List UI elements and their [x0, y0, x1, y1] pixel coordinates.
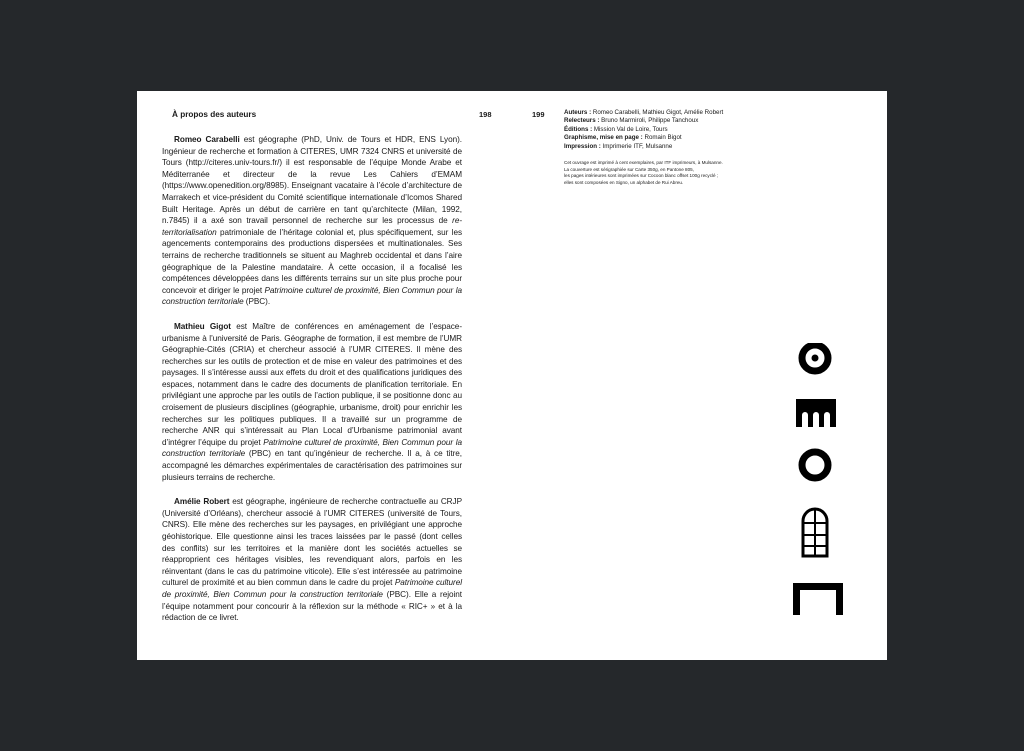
credit-label: Auteurs :: [564, 109, 592, 116]
author-bio-carabelli: [162, 134, 462, 308]
printing-notes: [564, 160, 754, 186]
credit-value: Imprimerie ITF, Mulsanne: [600, 142, 673, 150]
author-name: Romeo Carabelli: [174, 135, 240, 144]
bio-text: (PBC).: [243, 297, 271, 307]
credit-label: Éditions :: [564, 125, 593, 133]
ring-dot-icon: [802, 345, 828, 371]
window-icon: [803, 509, 827, 556]
bio-text: patrimoniale de l’héritage colonial et, plus spécifiquement, sur les agencements contemporains des productions dispersées et multinationales. Ses terrains de recherche traditionnels se situent au Maghreb occidental et dans l’aire géographique de la Palestine mandataire. À cette occasion, il a focalisé les compétences développées dans les différents terrains sur un site plus proche pour concevoir et diriger le projet: [162, 227, 462, 295]
bio-text: est géographe, ingénieure de recherche contractuelle au CRJP (Université d’Orléans), chercheur associé à l’UMR CITERES (université de Tours, CNRS). Elle mène des recherches sur les paysages, en privilégiant une approche géohistorique. Elle questionne ainsi les traces laissées par le passé (dont celles des conflits) sur les territoires et la manière dont les sociétés actuelles se réapproprient ces héritages visibles, les revendiquant alors, parfois en les réinventant (dans le cas du patrimoine viticole). Elle s’est intéressée au patrimoine culturel de proximité et au bien commun dans le cadre du projet: [162, 497, 463, 588]
author-bio-robert: [162, 496, 462, 624]
note-line: elles sont composées en Signo, un alphabet de Rui Abreu.: [564, 179, 684, 185]
bio-italic: Patrimoine culturel de proximité, Bien Commun pour la construction territoriale: [162, 285, 462, 307]
arcade-icon: [796, 399, 836, 427]
credit-line: [564, 143, 754, 151]
note-line: Cet ouvrage est imprimé à cent exemplaires, par ITF imprimeurs, à Mulsanne.: [564, 160, 723, 166]
gate-icon: [793, 583, 843, 615]
credit-value: Romain Bigot: [642, 134, 682, 142]
credit-line: [564, 117, 754, 125]
credit-label: Relecteurs :: [564, 117, 600, 125]
credit-value: Bruno Marmiroli, Philippe Tanchoux: [599, 117, 699, 125]
author-bio-gigot: [162, 321, 462, 483]
book-spread: [137, 91, 887, 660]
credit-label: Graphisme, mise en page :: [564, 134, 643, 142]
credits-list: [564, 109, 754, 151]
credit-value: Mission Val de Loire, Tours: [592, 125, 668, 133]
bio-text: est géographe (PhD, Univ. de Tours et HDR, ENS Lyon). Ingénieur de recherche et formation à CITERES, UMR 7324 CNRS et université de Tours (http://citeres.univ-tours.fr/) il est responsable de l’équipe Monde Arabe et Méditerranée et directeur de la revue Les Cahiers d’EMAM (https://www.openedition.org/8985). Enseignant vacataire à l’école d’architecture de Marrakech et vice-président du Comité scientifique internationale d’Icomos Shared Built Heritage. Après un début de carrière en tant qu’architecte (Milan, 1992, n.7845) il a axé son travail personnel de recherche sur les processus de: [162, 135, 462, 226]
page-heading: À propos des auteurs: [172, 110, 257, 119]
bio-italic: Patrimoine culturel de proximité, Bien Commun pour la construction territoriale: [162, 578, 462, 599]
author-name: Mathieu Gigot: [174, 321, 231, 331]
page-number-right: 199: [532, 110, 545, 119]
credit-label: Impression :: [564, 142, 601, 150]
credit-line: [564, 134, 754, 142]
bio-italic: re-territorialisation: [162, 216, 462, 237]
credit-line: [564, 109, 754, 117]
note-line: les pages intérieures sont imprimées sur Cocoon blanc offset 100g recyclé ;: [564, 173, 719, 179]
credit-line: [564, 126, 754, 134]
credit-value: Romeo Carabelli, Mathieu Gigot, Amélie Robert: [591, 109, 724, 116]
bio-text: (PBC). Elle a rejoint l’équipe notamment pour concourir à la réflexion sur la méthode « RIC+ » et à la rédaction de ce livret.: [162, 589, 462, 623]
colophon: [564, 109, 754, 186]
bio-text: est Maître de conférences en aménagement de l’espace-urbanisme à l’université de Paris. Géographe de formation, il est membre de l’UMR Géographie-Cités (CRIA) et chercheur associé à l’UMR CITERES. Il mène des recherches sur les outils de protection et de mise en valeur des patrimoines et des paysages. Il s’intéresse aussi aux effets du droit et des qualifications juridiques des espaces, notamment dans le cadre des documents de planification territoriale. En privilégiant une approche par les outils de l’action publique, il se positionne donc au croisement de plusieurs disciplines (géographie, urbanisme, droit) pour enrichir les recherches sur les politiques publiques. Il a travaillé sur un programme de recherche ANR qui s’intéressait au Plan Local d’Urbanisme patrimonial avant d’intégrer l’équipe du projet: [162, 321, 462, 447]
author-name: Amélie Robert: [174, 497, 230, 507]
publisher-logo-icon: [790, 343, 846, 615]
left-page: [162, 109, 462, 637]
bio-italic: Patrimoine culturel de proximité, Bien Commun pour la construction territoriale: [162, 437, 462, 459]
bio-text: (PBC) en tant qu’ingénieur de recherche. Il a, à ce titre, accompagné les démarches expérimentales de caractérisation des patrimoines sur plusieurs terrains de recherche.: [162, 449, 462, 482]
ring-icon: [802, 452, 828, 478]
page-number-left: 198: [479, 110, 492, 119]
note-line: La couverture est sérigraphiée sur Carte 350g, en Pantone 805,: [564, 166, 694, 172]
